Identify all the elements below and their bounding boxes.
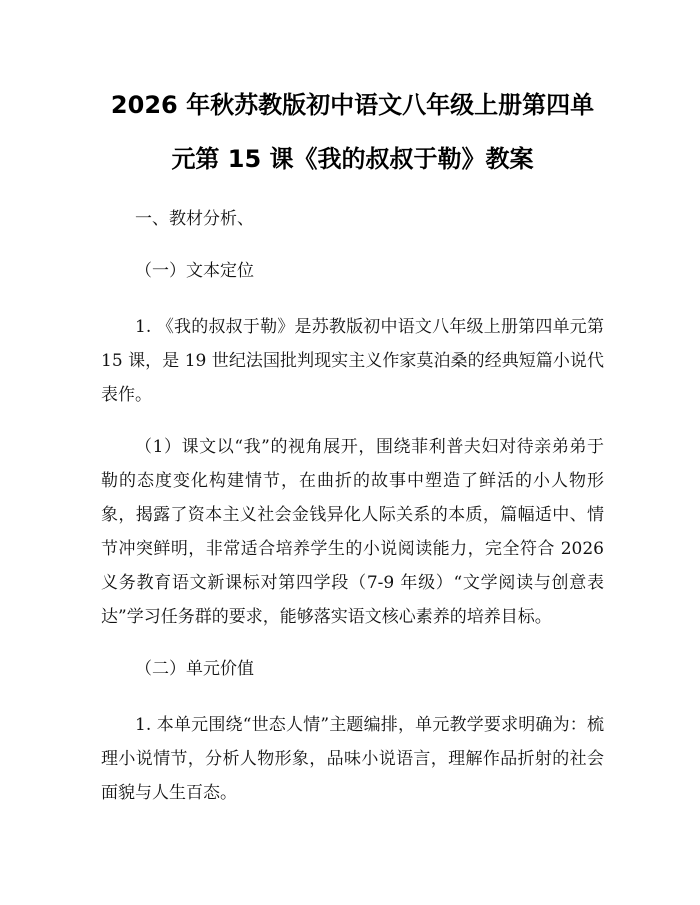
document-body xyxy=(101,202,604,810)
spacer xyxy=(101,686,604,708)
document-title-line-2: 元第 15 课《我的叔叔于勒》教案 xyxy=(171,145,534,173)
spacer xyxy=(101,288,604,310)
spacer xyxy=(101,634,604,652)
paragraph-unit-value: 1. 本单元围绕“世态人情”主题编排，单元教学要求明确为：梳理小说情节，分析人物形象，品味小说语言，理解作品折射的社会面貌与人生百态。 xyxy=(101,715,604,803)
document-title xyxy=(101,78,604,186)
section-heading-textbook-analysis: 一、教材分析、 xyxy=(135,209,254,229)
spacer xyxy=(101,236,604,254)
paragraph-text-positioning: 1. 《我的叔叔于勒》是苏教版初中语文八年级上册第四单元第 15 课，是 19 世纪法国批判现实主义作家莫泊桑的经典短篇小说代表作。 xyxy=(101,317,604,405)
subsection-heading-unit-value: （二）单元价值 xyxy=(135,659,254,679)
spacer xyxy=(101,412,604,430)
document-title-line-1: 2026 年秋苏教版初中语文八年级上册第四单 xyxy=(110,91,595,119)
paragraph-lesson-overview: （1）课文以“我”的视角展开，围绕菲利普夫妇对待亲弟弟于勒的态度变化构建情节，在曲折的故事中塑造了鲜活的小人物形象，揭露了资本主义社会金钱异化人际关系的本质，篇幅适中、情节冲突鲜明，非常适合培养学生的小说阅读能力，完全符合 2026 义务教育语文新课标对第四学段（7-9 年级）“文学阅读与创意表达”学习任务群的要求，能够落实语文核心素养的培养目标。 xyxy=(101,437,604,627)
subsection-heading-text-positioning: （一）文本定位 xyxy=(135,261,254,281)
